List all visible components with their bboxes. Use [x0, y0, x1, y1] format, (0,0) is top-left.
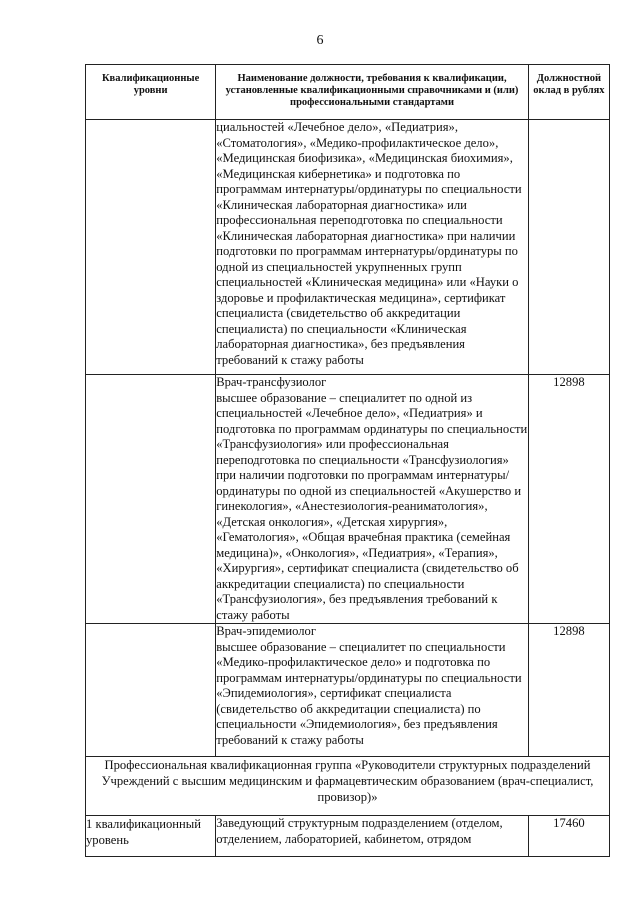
- salary-value: 12898: [528, 624, 609, 757]
- requirements-text: циальностей «Лечебное дело», «Педиатрия», «Стоматология», «Медико-профилактическое дело», «Медицинская биофизика», «Медицинская биохимия», «Медицинская кибернетика» и подготовка по программам интернатуры/ординатуры по специальности «Клиническая лабораторная диагностика» или профессиональная переподготовка по специальности «Клиническая лабораторная диагностика» при наличии подготовки по программам интернатуры/ординатуры по одной из специальностей укрупненных групп специальностей «Клиническая медицина» или «Науки о здоровье и профилактическая медицина», сертификат специалиста (свидетельство об аккредитации специалиста) по специальности «Клиническая лабораторная диагностика», без предъявления требований к стажу работы: [216, 120, 522, 367]
- salary-value: 17460: [528, 816, 609, 857]
- table-row: [86, 120, 610, 375]
- position-cell: [216, 816, 529, 857]
- group-row: [86, 757, 610, 816]
- salary-cell-empty: [528, 120, 609, 375]
- position-cell: [216, 375, 529, 624]
- position-title: Врач-трансфузиолог: [216, 375, 327, 389]
- requirements-text: высшее образование – специалитет по одной из специальностей «Лечебное дело», «Педиатрия» и подготовка по программам ординатуры по специальности «Трансфузиология» или профессиональная переподготовка по специальности «Трансфузиология» при наличии подготовки по программам интернатуры/ординатуры по одной из специальностей «Акушерство и гинекология», «Анестезиология-реаниматология», «Детская онкология», «Детская хирургия», «Гематология», «Общая врачебная практика (семейная медицина)», «Онкология», «Педиатрия», «Терапия», «Хирургия», сертификат специалиста (свидетельство об аккредитации специалиста) по специальности «Трансфузиология», без предъявления требований к стажу работы: [216, 390, 528, 622]
- table-row: [86, 816, 610, 857]
- level-cell-empty: [86, 624, 216, 757]
- requirements-text: высшее образование – специалитет по специальности «Медико-профилактическое дело» и подготовка по программам интернатуры/ординатуры по специальности «Эпидемиология», сертификат специалиста (свидетельство об аккредитации специалиста) по специальности «Эпидемиология», без предъявления требований к стажу работы: [216, 639, 522, 747]
- page-number: 6: [316, 33, 324, 48]
- position-title: Врач-эпидемиолог: [216, 624, 317, 638]
- level-cell-empty: [86, 375, 216, 624]
- header-position-requirements: Наименование должности, требования к квалификации, установленные квалификационными справочниками и (или) профессиональными стандартами: [216, 65, 529, 120]
- level-cell-empty: [86, 120, 216, 375]
- header-salary: Должностной оклад в рублях: [528, 65, 609, 120]
- qualification-level: 1 квалификационный уровень: [86, 816, 216, 857]
- position-cell: [216, 624, 529, 757]
- position-title: Заведующий структурным подразделением (отделом, отделением, лабораторией, кабинетом, отрядом: [216, 816, 503, 846]
- salary-value: 12898: [528, 375, 609, 624]
- table-header-row: [86, 65, 610, 120]
- table-row: [86, 375, 610, 624]
- table-row: [86, 624, 610, 757]
- continuation-requirements: [216, 120, 529, 375]
- header-qualification-levels: Квалификационные уровни: [86, 65, 216, 120]
- qualification-group-title: Профессиональная квалификационная группа «Руководители структурных подразделений Учреждений с высшим медицинским и фармацевтическим образованием (врач-специалист, провизор)»: [86, 757, 610, 816]
- qualification-table: [85, 64, 610, 857]
